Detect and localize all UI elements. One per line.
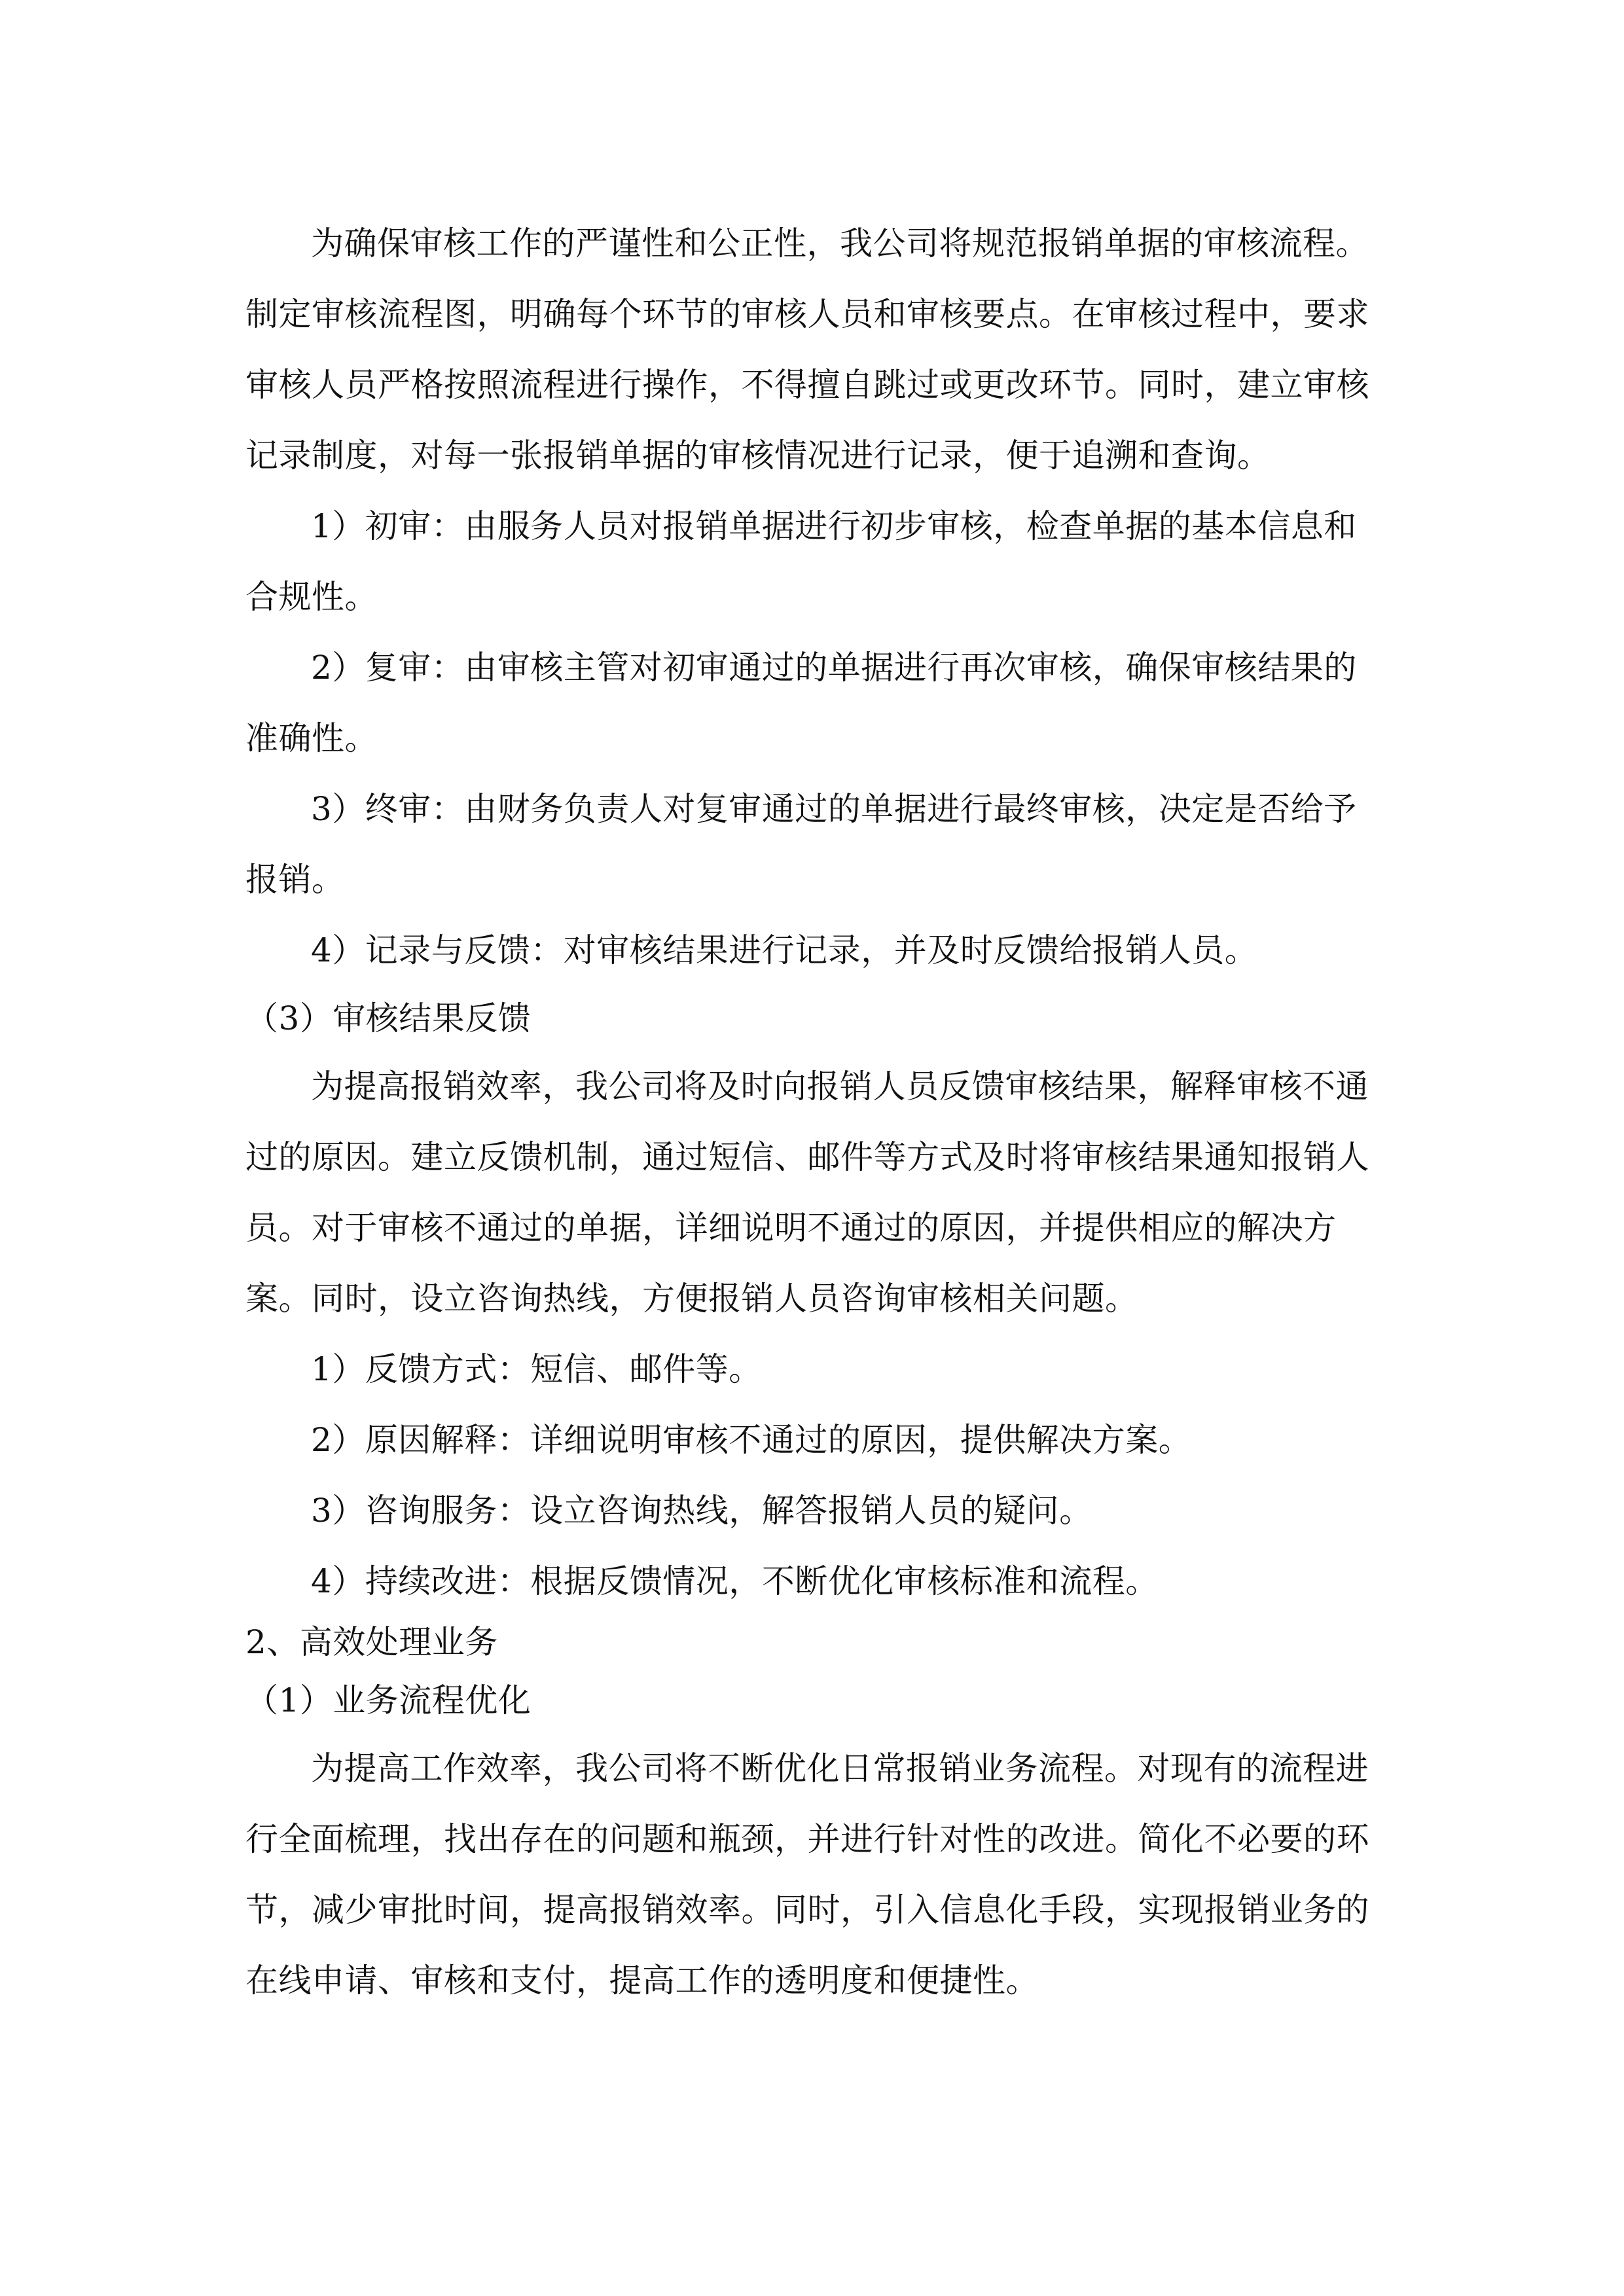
section-heading-review-feedback: （3）审核结果反馈 — [245, 999, 532, 1037]
list-item-record-feedback: 4）记录与反馈：对审核结果进行记录，并及时反馈给报销人员。 — [311, 931, 1258, 969]
paragraph-review-feedback: 为提高报销效率，我公司将及时向报销人员反馈审核结果，解释审核不通过的原因。建立反馈机制，通过短信、邮件等方式及时将审核结果通知报销人员。对于审核不通过的单据，详细说明不通过的原因，并提供相应的解决方案。同时，设立咨询热线，方便报销人员咨询审核相关问题。 — [245, 1067, 1369, 1318]
paragraph-process-optimization: 为提高工作效率，我公司将不断优化日常报销业务流程。对现有的流程进行全面梳理，找出存在的问题和瓶颈，并进行针对性的改进。简化不必要的环节，减少审批时间，提高报销效率。同时，引入信息化手段，实现报销业务的在线申请、审核和支付，提高工作的透明度和便捷性。 — [245, 1749, 1369, 2000]
list-item-second-review: 2）复审：由审核主管对初审通过的单据进行再次审核，确保审核结果的准确性。 — [245, 649, 1357, 757]
list-item-feedback-method: 1）反馈方式：短信、邮件等。 — [311, 1350, 762, 1388]
list-item-reason-explanation: 2）原因解释：详细说明审核不通过的原因，提供解决方案。 — [311, 1421, 1192, 1459]
document-body — [245, 208, 1384, 2016]
list-item-final-review: 3）终审：由财务负责人对复审通过的单据进行最终审核，决定是否给予报销。 — [245, 790, 1357, 899]
list-item-continuous-improvement: 4）持续改进：根据反馈情况，不断优化审核标准和流程。 — [311, 1562, 1159, 1600]
paragraph-review-process: 为确保审核工作的严谨性和公正性，我公司将规范报销单据的审核流程。制定审核流程图，明确每个环节的审核人员和审核要点。在审核过程中，要求审核人员严格按照流程进行操作，不得擅自跳过或更改环节。同时，建立审核记录制度，对每一张报销单据的审核情况进行记录，便于追溯和查询。 — [245, 224, 1369, 475]
list-item-initial-review: 1）初审：由服务人员对报销单据进行初步审核，检查单据的基本信息和合规性。 — [245, 507, 1357, 616]
section-heading-process-optimization: （1）业务流程优化 — [245, 1681, 532, 1719]
list-item-consulting-service: 3）咨询服务：设立咨询热线，解答报销人员的疑问。 — [311, 1492, 1092, 1530]
section-heading-efficient-processing: 2、高效处理业务 — [245, 1623, 498, 1661]
